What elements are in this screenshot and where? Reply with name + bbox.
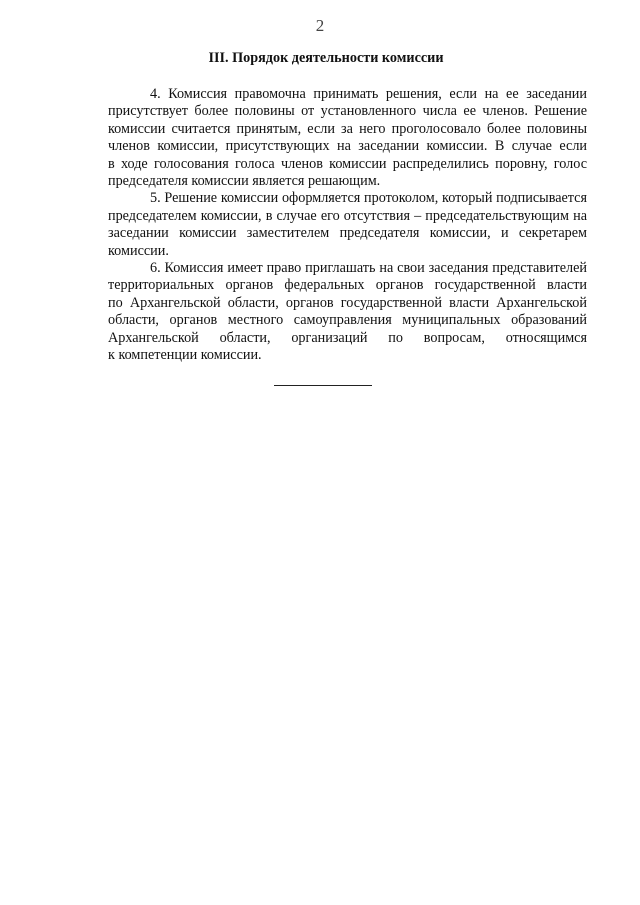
paragraph-line: территориальных органов федеральных органов государственной власти <box>108 277 587 294</box>
paragraph-line: 6. Комиссия имеет право приглашать на свои заседания представителей <box>150 260 587 277</box>
paragraph-line: комиссии. <box>108 242 169 259</box>
paragraph-5 <box>66 190 587 260</box>
paragraph-line: области, органов местного самоуправления муниципальных образований <box>108 312 587 329</box>
paragraph-line: по Архангельской области, органов государственной власти Архангельской <box>108 294 587 311</box>
paragraph-6 <box>66 260 587 364</box>
paragraph-line: в ходе голосования голоса членов комиссии распределились поровну, голос <box>108 155 587 172</box>
paragraph-line: председателем комиссии, в случае его отсутствия – председательствующим на <box>108 207 587 224</box>
section-title: III. Порядок деятельности комиссии <box>208 50 444 66</box>
document-body <box>66 86 587 365</box>
paragraph-line: заседании комиссии заместителем председателя комиссии, и секретарем <box>108 225 587 242</box>
end-separator-line <box>274 385 372 386</box>
paragraph-line: Архангельской области, организаций по вопросам, относящимся <box>108 329 587 346</box>
page-number: 2 <box>315 16 325 35</box>
paragraph-line: комиссии считается принятым, если за него проголосовало более половины <box>108 120 587 137</box>
paragraph-4 <box>66 86 587 190</box>
paragraph-line: к компетенции комиссии. <box>108 347 262 364</box>
paragraph-line: 5. Решение комиссии оформляется протоколом, который подписывается <box>150 190 587 207</box>
paragraph-line: 4. Комиссия правомочна принимать решения, если на ее заседании <box>150 86 587 102</box>
paragraph-line: членов комиссии, присутствующих на заседании комиссии. В случае если <box>108 138 587 155</box>
paragraph-line: присутствует более половины от установленного числа ее членов. Решение <box>108 103 587 120</box>
paragraph-line: председателя комиссии является решающим. <box>108 173 381 190</box>
